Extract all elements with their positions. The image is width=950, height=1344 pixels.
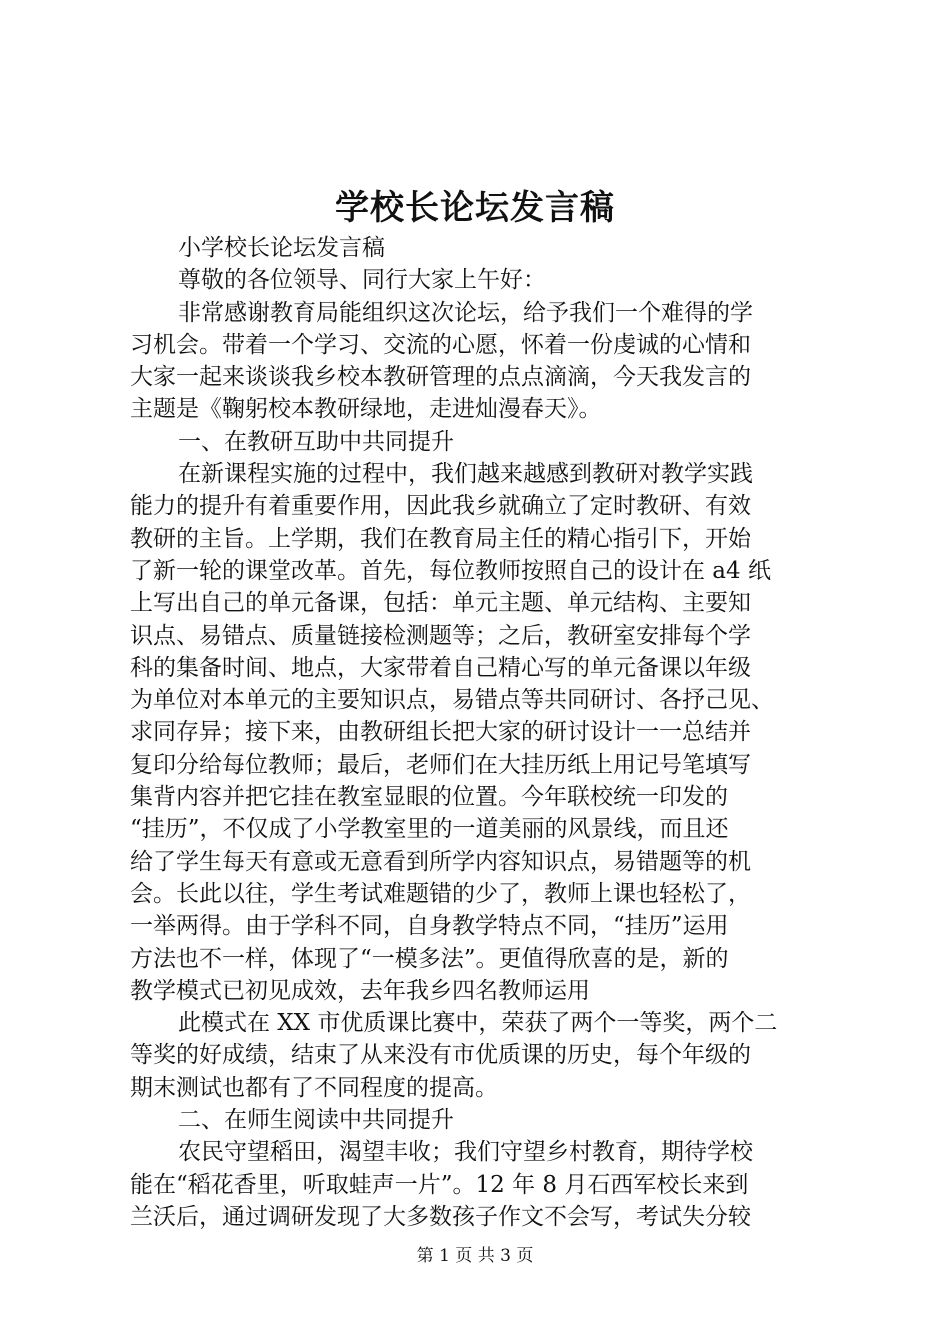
page-footer: 第 1 页 共 3 页 [416,1246,534,1266]
body-line: 科的集备时间、地点，大家带着自己精心写的单元备课以年级 [130,654,751,681]
body-line: 大家一起来谈谈我乡校本教研管理的点点滴滴，今天我发言的 [130,364,751,391]
body-line: 会。长此以往，学生考试难题错的少了，教师上课也轻松了， [130,880,751,907]
body-line: 非常感谢教育局能组织这次论坛，给予我们一个难得的学 [178,299,753,326]
document-body [130,232,832,1233]
body-line: 兰沃后，通过调研发现了大多数孩子作文不会写，考试失分较 [130,1203,751,1230]
body-line: 能在“稻花香里，听取蛙声一片”。12 年 8 月石西军校长来到 [130,1171,749,1198]
body-line: 教学模式已初见成效，去年我乡四名教师运用 [130,977,590,1004]
body-line: 期末测试也都有了不同程度的提高。 [130,1074,498,1101]
body-line: 教研的主旨。上学期，我们在教育局主任的精心指引下，开始 [130,525,751,552]
body-line: 了新一轮的课堂改革。首先，每位教师按照自己的设计在 a4 纸 [130,557,771,584]
body-line: “挂历”，不仅成了小学教室里的一道美丽的风景线，而且还 [130,816,729,843]
body-line: 一举两得。由于学科不同，自身教学特点不同，“挂历”运用 [130,913,729,940]
body-line: 复印分给每位教师；最后，老师们在大挂历纸上用记号笔填写 [130,751,751,778]
body-line: 方法也不一样，体现了“一模多法”。更值得欣喜的是，新的 [130,945,729,972]
body-line: 小学校长论坛发言稿 [178,235,385,261]
body-line: 为单位对本单元的主要知识点，易错点等共同研讨、各抒己见、 [130,687,774,714]
document-title: 学校长论坛发言稿 [335,188,615,228]
body-line: 上写出自己的单元备课，包括：单元主题、单元结构、主要知 [130,590,751,617]
section-heading: 二、在师生阅读中共同提升 [178,1107,454,1134]
body-line: 此模式在 XX 市优质课比赛中，荣获了两个一等奖，两个二 [178,1010,778,1037]
body-line: 识点、易错点、质量链接检测题等；之后，教研室安排每个学 [130,622,751,649]
section-heading: 一、在教研互助中共同提升 [178,428,454,455]
body-line: 在新课程实施的过程中，我们越来越感到教研对教学实践 [178,461,753,488]
body-line: 能力的提升有着重要作用，因此我乡就确立了定时教研、有效 [130,493,751,520]
body-line: 求同存异；接下来，由教研组长把大家的研讨设计一一总结并 [130,719,751,746]
body-line: 尊敬的各位领导、同行大家上午好： [178,267,546,294]
body-line: 给了学生每天有意或无意看到所学内容知识点，易错题等的机 [130,848,751,875]
body-line: 农民守望稻田，渴望丰收；我们守望乡村教育，期待学校 [178,1139,753,1166]
body-line: 集背内容并把它挂在教室显眼的位置。今年联校统一印发的 [130,784,728,811]
body-line: 等奖的好成绩，结束了从来没有市优质课的历史，每个年级的 [130,1042,751,1069]
body-line: 主题是《鞠躬校本教研绿地，走进灿漫春天》。 [130,396,602,423]
body-line: 习机会。带着一个学习、交流的心愿，怀着一份虔诚的心情和 [130,331,751,358]
